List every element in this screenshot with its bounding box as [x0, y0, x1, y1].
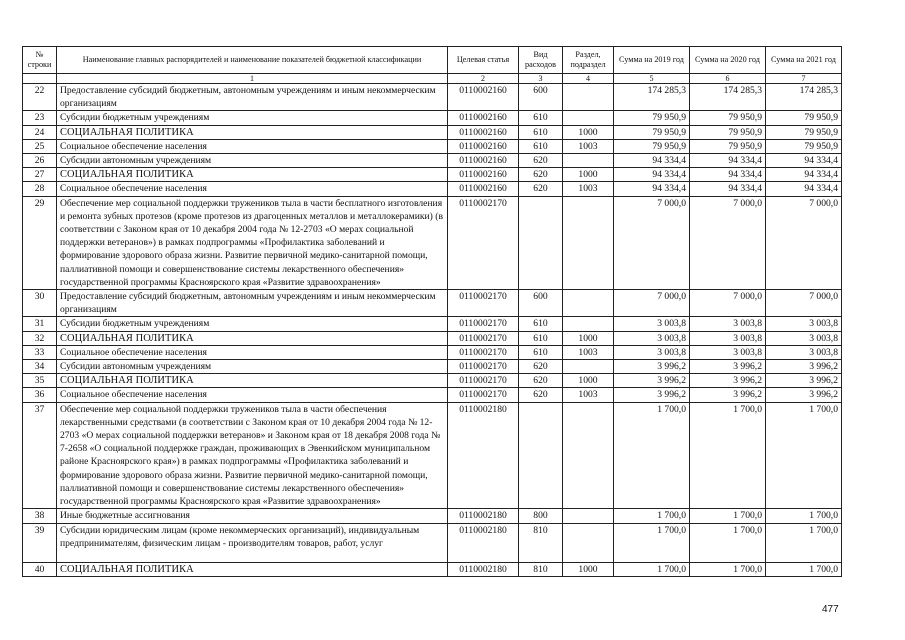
row-section	[563, 523, 614, 562]
row-expense-type: 620	[519, 154, 563, 168]
header-vid: Вид расходов	[519, 47, 563, 74]
row-sum-2020: 174 285,3	[690, 84, 766, 111]
table-row	[23, 360, 842, 374]
table-row	[23, 388, 842, 402]
row-sum-2021: 3 996,2	[766, 388, 842, 402]
row-target-code: 0110002170	[448, 317, 519, 331]
row-sum-2019: 1 700,0	[614, 402, 690, 509]
row-sum-2021: 79 950,9	[766, 139, 842, 153]
row-sum-2020: 3 996,2	[690, 388, 766, 402]
row-section: 1003	[563, 345, 614, 359]
row-number: 24	[23, 125, 57, 139]
row-number: 39	[23, 523, 57, 562]
row-number: 29	[23, 196, 57, 289]
row-name: Социальное обеспечение населения	[57, 139, 448, 153]
column-number: 1	[57, 74, 448, 84]
row-sum-2019: 79 950,9	[614, 139, 690, 153]
table-row	[23, 139, 842, 153]
row-section: 1000	[563, 331, 614, 345]
header-sum-2019: Сумма на 2019 год	[614, 47, 690, 74]
row-number: 22	[23, 84, 57, 111]
row-name: Иные бюджетные ассигнования	[57, 509, 448, 523]
table-row	[23, 84, 842, 111]
row-section	[563, 196, 614, 289]
row-name: Субсидии юридическим лицам (кроме некоммерческих организаций), индивидуальным предпринимателям, физическим лицам - производителям товаров, работ, услуг	[57, 523, 448, 562]
row-expense-type: 610	[519, 125, 563, 139]
row-target-code: 0110002170	[448, 331, 519, 345]
row-expense-type: 620	[519, 374, 563, 388]
row-number: 23	[23, 111, 57, 125]
table-row	[23, 290, 842, 317]
row-sum-2019: 3 003,8	[614, 317, 690, 331]
row-target-code: 0110002170	[448, 360, 519, 374]
row-sum-2021: 1 700,0	[766, 562, 842, 576]
row-expense-type: 810	[519, 562, 563, 576]
row-expense-type: 620	[519, 168, 563, 182]
row-name: Субсидии бюджетным учреждениям	[57, 111, 448, 125]
row-sum-2019: 79 950,9	[614, 125, 690, 139]
row-sum-2019: 94 334,4	[614, 154, 690, 168]
row-sum-2019: 174 285,3	[614, 84, 690, 111]
row-name: СОЦИАЛЬНАЯ ПОЛИТИКА	[57, 562, 448, 576]
row-expense-type: 600	[519, 84, 563, 111]
column-number-row	[23, 74, 842, 84]
table-row	[23, 111, 842, 125]
row-sum-2021: 7 000,0	[766, 196, 842, 289]
row-number: 25	[23, 139, 57, 153]
row-name: СОЦИАЛЬНАЯ ПОЛИТИКА	[57, 374, 448, 388]
row-name: Субсидии бюджетным учреждениям	[57, 317, 448, 331]
row-name: СОЦИАЛЬНАЯ ПОЛИТИКА	[57, 125, 448, 139]
row-name: Предоставление субсидий бюджетным, автономным учреждениям и иным некоммерческим организациям	[57, 84, 448, 111]
row-expense-type: 600	[519, 290, 563, 317]
row-sum-2020: 3 003,8	[690, 345, 766, 359]
row-expense-type: 620	[519, 182, 563, 196]
row-sum-2021: 1 700,0	[766, 402, 842, 509]
row-number: 36	[23, 388, 57, 402]
row-number: 28	[23, 182, 57, 196]
row-sum-2020: 7 000,0	[690, 196, 766, 289]
row-sum-2019: 1 700,0	[614, 509, 690, 523]
row-sum-2020: 3 003,8	[690, 317, 766, 331]
row-sum-2021: 3 003,8	[766, 331, 842, 345]
row-section: 1000	[563, 562, 614, 576]
row-section	[563, 402, 614, 509]
row-sum-2021: 94 334,4	[766, 168, 842, 182]
table-row	[23, 331, 842, 345]
table-row	[23, 402, 842, 509]
row-name: СОЦИАЛЬНАЯ ПОЛИТИКА	[57, 168, 448, 182]
row-sum-2020: 3 003,8	[690, 331, 766, 345]
row-number: 33	[23, 345, 57, 359]
row-section	[563, 290, 614, 317]
row-sum-2021: 3 996,2	[766, 374, 842, 388]
row-target-code: 0110002180	[448, 523, 519, 562]
row-name: Обеспечение мер социальной поддержки тружеников тыла в части бесплатного изготовления и ремонта зубных протезов (кроме протезов из драгоценных металлов и металлокерамики) (в соответствии с Законом края от 10 декабря 2004 года № 12-2703 «О мерах социальной поддержки ветеранов») в рамках подпрограммы «Профилактика заболеваний и формирование здорового образа жизни. Развитие первичной медико-санитарной помощи, паллиативной помощи и совершенствование системы лекарственного обеспечения» государственной программы Красноярского края «Развитие здравоохранения»	[57, 196, 448, 289]
row-sum-2021: 79 950,9	[766, 111, 842, 125]
row-target-code: 0110002160	[448, 139, 519, 153]
row-section	[563, 84, 614, 111]
row-target-code: 0110002170	[448, 196, 519, 289]
row-section: 1000	[563, 125, 614, 139]
row-name: Социальное обеспечение населения	[57, 388, 448, 402]
row-sum-2021: 94 334,4	[766, 154, 842, 168]
row-number: 37	[23, 402, 57, 509]
row-sum-2021: 3 003,8	[766, 345, 842, 359]
table-body	[23, 84, 842, 577]
row-name: Субсидии автономным учреждениям	[57, 154, 448, 168]
row-number: 38	[23, 509, 57, 523]
row-expense-type: 610	[519, 111, 563, 125]
row-sum-2021: 1 700,0	[766, 509, 842, 523]
row-sum-2019: 3 996,2	[614, 388, 690, 402]
row-sum-2020: 3 996,2	[690, 360, 766, 374]
row-sum-2021: 79 950,9	[766, 125, 842, 139]
row-sum-2020: 94 334,4	[690, 168, 766, 182]
row-sum-2019: 1 700,0	[614, 523, 690, 562]
column-number: 4	[563, 74, 614, 84]
row-section	[563, 360, 614, 374]
row-section: 1003	[563, 182, 614, 196]
row-number: 30	[23, 290, 57, 317]
table-row	[23, 509, 842, 523]
row-target-code: 0110002160	[448, 168, 519, 182]
row-target-code: 0110002170	[448, 290, 519, 317]
row-expense-type	[519, 402, 563, 509]
row-sum-2019: 1 700,0	[614, 562, 690, 576]
row-sum-2021: 7 000,0	[766, 290, 842, 317]
row-sum-2021: 3 003,8	[766, 317, 842, 331]
column-number: 5	[614, 74, 690, 84]
row-target-code: 0110002160	[448, 111, 519, 125]
row-section	[563, 317, 614, 331]
row-target-code: 0110002170	[448, 345, 519, 359]
row-section	[563, 111, 614, 125]
row-sum-2021: 174 285,3	[766, 84, 842, 111]
row-sum-2021: 1 700,0	[766, 523, 842, 562]
header-row	[23, 47, 842, 74]
row-target-code: 0110002170	[448, 374, 519, 388]
row-target-code: 0110002180	[448, 562, 519, 576]
row-sum-2019: 94 334,4	[614, 182, 690, 196]
row-target-code: 0110002180	[448, 402, 519, 509]
row-sum-2019: 3 996,2	[614, 360, 690, 374]
row-sum-2019: 94 334,4	[614, 168, 690, 182]
row-section: 1000	[563, 374, 614, 388]
table-row	[23, 182, 842, 196]
row-section	[563, 154, 614, 168]
header-sum-2021: Сумма на 2021 год	[766, 47, 842, 74]
table-row	[23, 562, 842, 576]
row-sum-2021: 3 996,2	[766, 360, 842, 374]
row-section: 1003	[563, 388, 614, 402]
row-sum-2020: 1 700,0	[690, 402, 766, 509]
row-number: 40	[23, 562, 57, 576]
row-sum-2019: 79 950,9	[614, 111, 690, 125]
row-section: 1000	[563, 168, 614, 182]
row-name: СОЦИАЛЬНАЯ ПОЛИТИКА	[57, 331, 448, 345]
row-sum-2020: 94 334,4	[690, 154, 766, 168]
row-expense-type: 610	[519, 139, 563, 153]
row-sum-2020: 94 334,4	[690, 182, 766, 196]
row-name: Субсидии автономным учреждениям	[57, 360, 448, 374]
row-name: Социальное обеспечение населения	[57, 182, 448, 196]
row-target-code: 0110002180	[448, 509, 519, 523]
row-target-code: 0110002160	[448, 154, 519, 168]
row-number: 26	[23, 154, 57, 168]
row-sum-2020: 79 950,9	[690, 125, 766, 139]
row-number: 32	[23, 331, 57, 345]
row-section	[563, 509, 614, 523]
table-row	[23, 196, 842, 289]
column-number: 2	[448, 74, 519, 84]
row-sum-2019: 7 000,0	[614, 290, 690, 317]
table-row	[23, 374, 842, 388]
row-sum-2020: 1 700,0	[690, 562, 766, 576]
row-sum-2020: 1 700,0	[690, 523, 766, 562]
row-target-code: 0110002160	[448, 84, 519, 111]
row-number: 31	[23, 317, 57, 331]
row-target-code: 0110002160	[448, 125, 519, 139]
row-target-code: 0110002160	[448, 182, 519, 196]
row-sum-2019: 3 996,2	[614, 374, 690, 388]
row-expense-type: 610	[519, 331, 563, 345]
header-sum-2020: Сумма на 2020 год	[690, 47, 766, 74]
row-expense-type: 620	[519, 388, 563, 402]
row-expense-type	[519, 196, 563, 289]
table-row	[23, 125, 842, 139]
row-number: 35	[23, 374, 57, 388]
row-name: Социальное обеспечение населения	[57, 345, 448, 359]
budget-table	[22, 46, 842, 577]
row-expense-type: 810	[519, 523, 563, 562]
row-name: Обеспечение мер социальной поддержки тружеников тыла в части обеспечения лекарственными средствами (в соответствии с Законом края от 10 декабря 2004 года № 12-2703 «О мерах социальной поддержки ветеранов» и Законом края от 18 декабря 2008 года № 7-2658 «О социальной поддержке граждан, проживающих в Эвенкийском муниципальном районе Красноярского края») в рамках подпрограммы «Профилактика заболеваний и формирование здорового образа жизни. Развитие первичной медико-санитарной помощи, паллиативной помощи и совершенствование системы лекарственного обеспечения» государственной программы Красноярского края «Развитие здравоохранения»	[57, 402, 448, 509]
table-row	[23, 154, 842, 168]
row-number: 34	[23, 360, 57, 374]
column-number: 3	[519, 74, 563, 84]
row-sum-2019: 3 003,8	[614, 345, 690, 359]
row-sum-2021: 94 334,4	[766, 182, 842, 196]
column-number: 6	[690, 74, 766, 84]
row-sum-2019: 7 000,0	[614, 196, 690, 289]
row-sum-2020: 79 950,9	[690, 111, 766, 125]
row-expense-type: 610	[519, 317, 563, 331]
header-razdel: Раздел, подраздел	[563, 47, 614, 74]
header-target: Целевая статья	[448, 47, 519, 74]
row-expense-type: 610	[519, 345, 563, 359]
row-sum-2020: 79 950,9	[690, 139, 766, 153]
column-number: 7	[766, 74, 842, 84]
row-target-code: 0110002170	[448, 388, 519, 402]
row-sum-2019: 3 003,8	[614, 331, 690, 345]
row-section: 1003	[563, 139, 614, 153]
row-sum-2020: 3 996,2	[690, 374, 766, 388]
row-expense-type: 620	[519, 360, 563, 374]
row-sum-2020: 7 000,0	[690, 290, 766, 317]
table-row	[23, 168, 842, 182]
row-sum-2020: 1 700,0	[690, 509, 766, 523]
header-name: Наименование главных распорядителей и наименование показателей бюджетной классификации	[57, 47, 448, 74]
table-row	[23, 523, 842, 562]
table-row	[23, 345, 842, 359]
row-expense-type: 800	[519, 509, 563, 523]
header-row-num: № строки	[23, 47, 57, 74]
row-name: Предоставление субсидий бюджетным, автономным учреждениям и иным некоммерческим организациям	[57, 290, 448, 317]
column-number	[23, 74, 57, 84]
page-number: 477	[822, 604, 839, 615]
row-number: 27	[23, 168, 57, 182]
table-row	[23, 317, 842, 331]
